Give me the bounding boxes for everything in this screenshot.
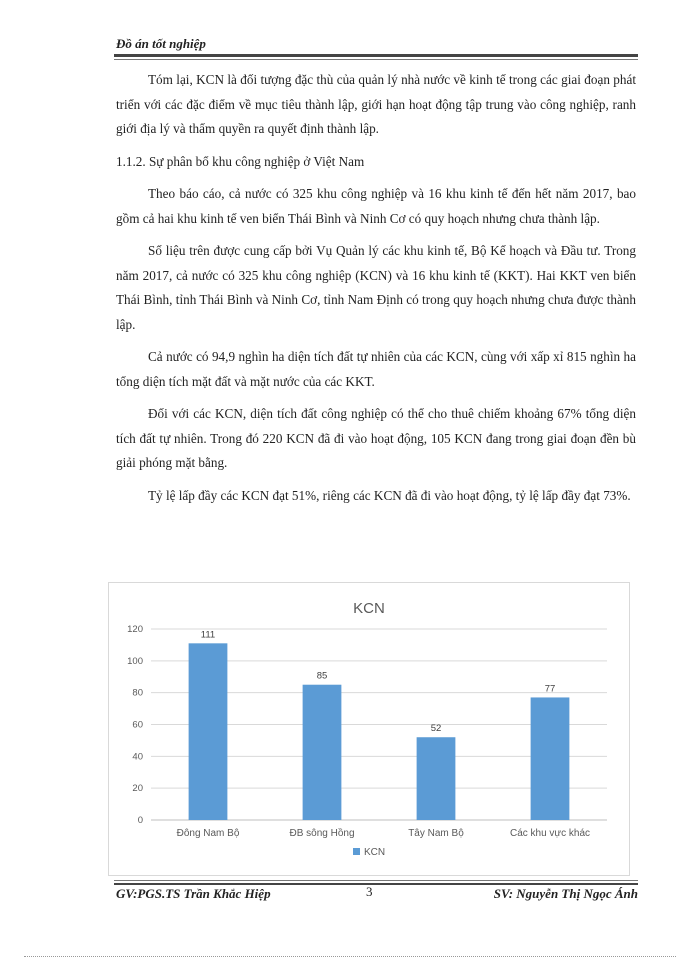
kcn-bar-chart (108, 582, 630, 876)
y-tick-label: 40 (132, 751, 143, 763)
legend-swatch (353, 848, 360, 855)
y-tick-label: 120 (127, 624, 143, 635)
footer-rule-thin (114, 880, 638, 881)
bar (531, 697, 570, 820)
page-number: 3 (366, 884, 373, 899)
paragraph: Đối với các KCN, diện tích đất công nghiệp có thể cho thuê chiếm khoảng 67% tổng diện tích đất tự nhiên. Trong đó 220 KCN đã đi vào hoạt động, 105 KCN đang trong giai đoạn đền bù giải phóng mặt bằng. (116, 406, 636, 470)
paragraph: Tóm lại, KCN là đối tượng đặc thù của quản lý nhà nước về kinh tế trong các giai đoạn phát triển với các đặc điểm về mục tiêu thành lập, giới hạn hoạt động tập trung vào công nghiệp, ranh giới địa lý và thẩm quyền ra quyết định thành lập. (116, 72, 636, 136)
data-label: 52 (430, 723, 442, 735)
body-text (116, 68, 636, 516)
y-tick-label: 0 (137, 815, 143, 826)
section-heading: 1.1.2. Sự phân bổ khu công nghiệp ở Việt Nam (116, 153, 365, 169)
bar (417, 737, 456, 820)
footer-student: SV: Nguyễn Thị Ngọc Ánh (493, 886, 638, 901)
paragraph: Theo báo cáo, cả nước có 325 khu công nghiệp và 16 khu kinh tế đến hết năm 2017, bao gồm cả hai khu kinh tế ven biển Thái Bình và Ninh Cơ có quy hoạch nhưng chưa thành lập. (116, 186, 636, 226)
header-rule-thin (114, 59, 638, 60)
y-tick-label: 80 (132, 687, 143, 699)
y-tick-label: 60 (132, 719, 143, 731)
data-label: 85 (316, 670, 328, 682)
paragraph: Tỷ lệ lấp đầy các KCN đạt 51%, riêng các KCN đã đi vào hoạt động, tỷ lệ lấp đầy đạt 73%. (148, 487, 631, 503)
x-category-label: Các khu vực khác (509, 828, 591, 839)
page-edge-dotted-line (24, 956, 676, 957)
data-label: 77 (544, 683, 556, 695)
chart-canvas (109, 583, 629, 875)
legend-label: KCN (364, 847, 386, 858)
x-category-label: Đông Nam Bộ (176, 828, 240, 839)
footer-rule-thick (114, 883, 638, 885)
bar (189, 643, 228, 820)
footer-instructor: GV:PGS.TS Trần Khắc Hiệp (116, 886, 271, 901)
paragraph: Số liệu trên được cung cấp bởi Vụ Quản lý các khu kinh tế, Bộ Kế hoạch và Đầu tư. Trong năm 2017, cả nước có 325 khu công nghiệp (KCN) và 16 khu kinh tế (KKT). Hai KKT ven biển Thái Bình, tỉnh Thái Bình và Ninh Cơ, tỉnh Nam Định có trong quy hoạch nhưng chưa được thành lập. (116, 243, 636, 332)
paragraph: Cả nước có 94,9 nghìn ha diện tích đất tự nhiên của các KCN, cùng với xấp xỉ 815 nghìn ha tổng diện tích mặt đất và mặt nước của các KKT. (116, 349, 636, 389)
document-header: Đồ án tốt nghiệp (116, 36, 206, 51)
y-tick-label: 100 (127, 655, 143, 667)
x-category-label: ĐB sông Hồng (289, 828, 355, 839)
chart-title: KCN (353, 600, 385, 617)
x-category-label: Tây Nam Bộ (408, 828, 464, 839)
bar (303, 685, 342, 820)
y-tick-label: 20 (132, 783, 143, 795)
data-label: 111 (200, 629, 216, 641)
header-rule-thick (114, 54, 638, 57)
